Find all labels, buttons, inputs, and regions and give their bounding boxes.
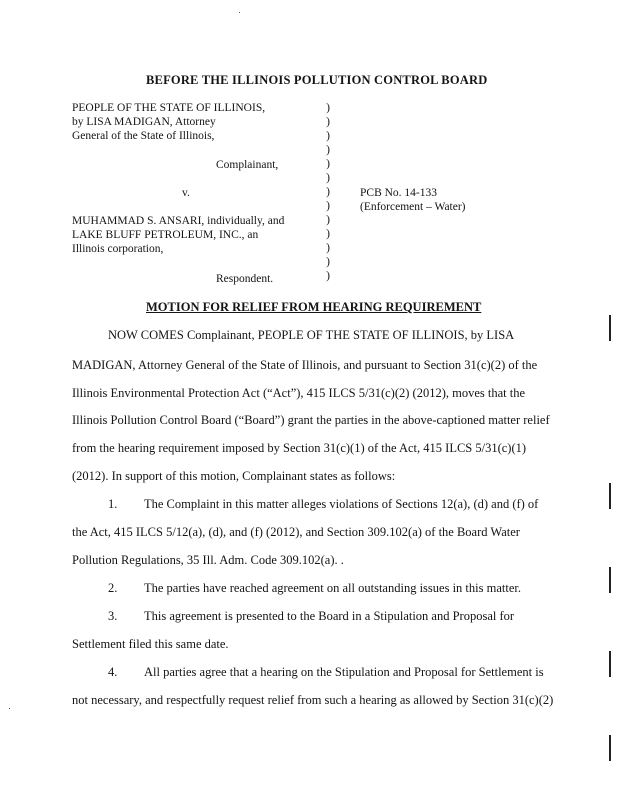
item-number: 4. (108, 665, 118, 679)
defendant-line: MUHAMMAD S. ANSARI, individually, and (72, 215, 285, 227)
margin-revision-bar (609, 483, 611, 509)
board-title: BEFORE THE ILLINOIS POLLUTION CONTROL BOARD (146, 73, 488, 87)
caption-paren: ) (326, 256, 330, 268)
item-line: This agreement is presented to the Board in a Stipulation and Proposal for (144, 609, 515, 623)
item-line: not necessary, and respectfully request relief from such a hearing as allowed by Section 31(c)(2) (72, 693, 554, 707)
item-line: the Act, 415 ILCS 5/12(a), (d), and (f) (2012), and Section 309.102(a) of the Board Water (72, 525, 520, 539)
item-number: 2. (108, 581, 118, 595)
item-line: The Complaint in this matter alleges violations of Sections 12(a), (d) and (f) of (144, 497, 539, 511)
caption-paren: ) (326, 158, 330, 170)
intro-line: Illinois Environmental Protection Act (“Act”), 415 ILCS 5/31(c)(2) (2012), moves that the (72, 386, 526, 400)
item-number: 1. (108, 497, 118, 511)
item-line: All parties agree that a hearing on the Stipulation and Proposal for Settlement is (144, 665, 544, 679)
item-line: The parties have reached agreement on all outstanding issues in this matter. (144, 581, 521, 595)
intro-line: NOW COMES Complainant, PEOPLE OF THE STATE OF ILLINOIS, by LISA (108, 328, 515, 342)
margin-revision-bar (609, 315, 611, 341)
caption-paren: ) (326, 130, 330, 142)
respondent-label: Respondent. (216, 273, 274, 285)
plaintiff-line: by LISA MADIGAN, Attorney (72, 116, 216, 128)
item-line: Pollution Regulations, 35 Ill. Adm. Code 309.102(a). . (72, 553, 344, 567)
caption-paren: ) (326, 242, 330, 254)
defendant-line: LAKE BLUFF PETROLEUM, INC., an (72, 229, 259, 241)
margin-revision-bar (609, 567, 611, 593)
intro-line: from the hearing requirement imposed by Section 31(c)(1) of the Act, 415 ILCS 5/31(c)(1) (72, 441, 527, 455)
plaintiff-line: General of the State of Illinois, (72, 130, 215, 142)
scan-speck (239, 12, 240, 13)
caption-paren: ) (326, 144, 330, 156)
intro-line: MADIGAN, Attorney General of the State of Illinois, and pursuant to Section 31(c)(2) of the (72, 358, 538, 372)
intro-line: (2012). In support of this motion, Complainant states as follows: (72, 469, 396, 483)
caption-paren: ) (326, 200, 330, 212)
caption-paren: ) (326, 186, 330, 198)
versus-label: v. (182, 187, 190, 199)
caption-paren: ) (326, 214, 330, 226)
margin-revision-bar (609, 735, 611, 761)
scan-speck (9, 708, 10, 709)
motion-title: MOTION FOR RELIEF FROM HEARING REQUIREMENT (146, 300, 482, 314)
caption-paren: ) (326, 172, 330, 184)
case-type: (Enforcement – Water) (360, 201, 466, 213)
item-line: Settlement filed this same date. (72, 637, 229, 651)
caption-paren: ) (326, 228, 330, 240)
defendant-line: Illinois corporation, (72, 243, 164, 255)
intro-line: Illinois Pollution Control Board (“Board”) grant the parties in the above-captioned matter relief (72, 413, 550, 427)
complainant-label: Complainant, (216, 159, 279, 171)
plaintiff-line: PEOPLE OF THE STATE OF ILLINOIS, (72, 102, 266, 114)
margin-revision-bar (609, 651, 611, 677)
caption-paren: ) (326, 116, 330, 128)
caption-paren: ) (326, 102, 330, 114)
item-number: 3. (108, 609, 118, 623)
caption-paren: ) (326, 270, 330, 282)
case-number: PCB No. 14-133 (360, 187, 437, 199)
